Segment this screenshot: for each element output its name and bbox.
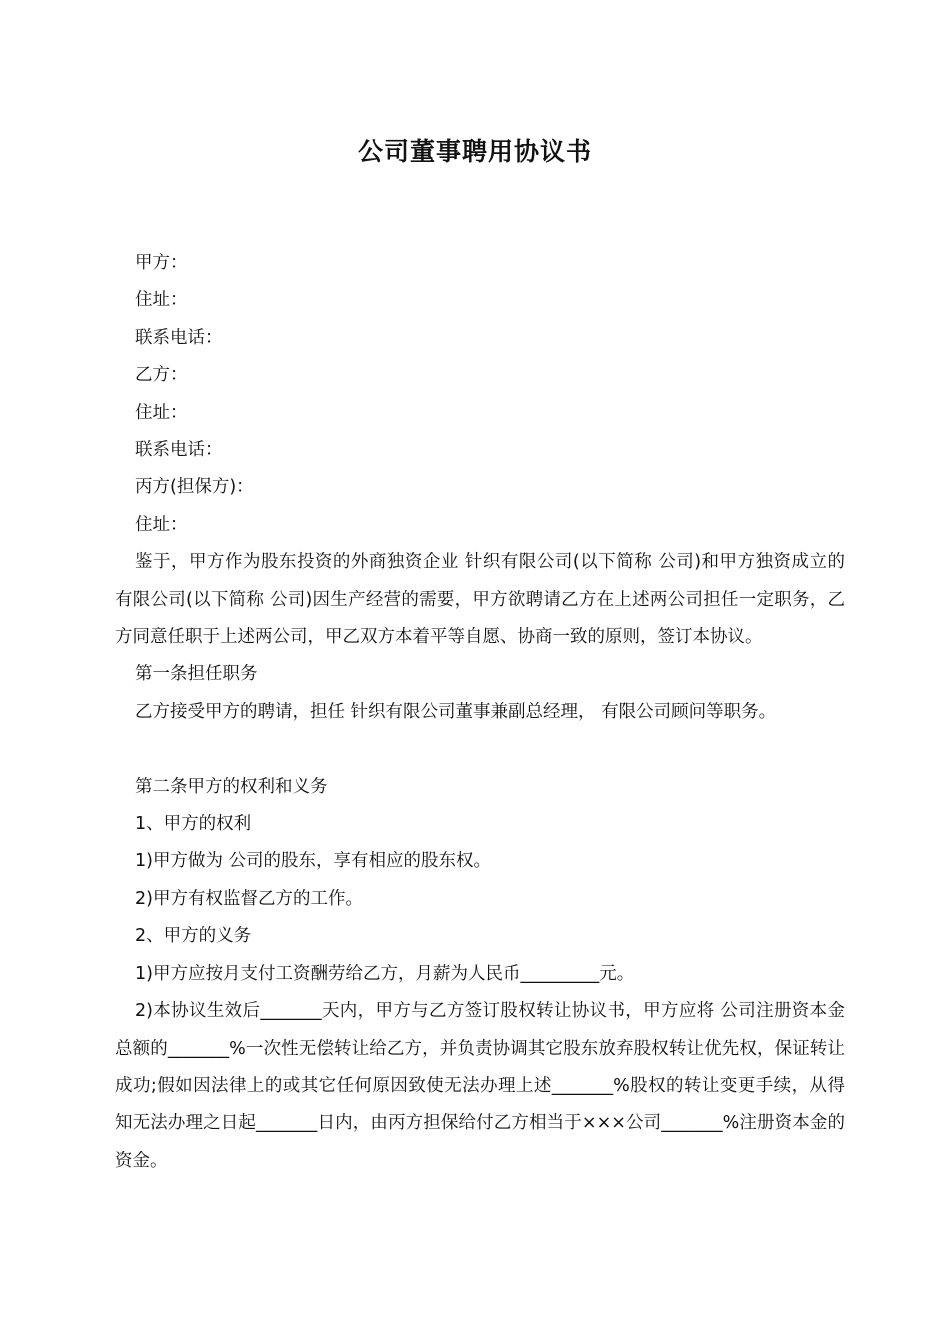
party-a-label: 甲方： [135, 253, 188, 273]
party-b-label: 乙方： [135, 365, 188, 386]
article-1-text: 乙方接受甲方的聘请，担任 针织有限公司董事兼副总经理， 有限公司顾问等职务。 [135, 701, 777, 722]
party-a-address: 住址： [135, 290, 188, 311]
party-b-address: 住址： [135, 402, 188, 423]
party-a-phone: 联系电话： [135, 327, 223, 348]
duties-heading: 2、甲方的义务 [135, 926, 252, 947]
blank-line [115, 731, 845, 768]
party-c-label: 丙方(担保方)： [135, 477, 254, 498]
document-title: 公司董事聘用协议书 [357, 137, 592, 166]
article-1-title: 第一条担任职务 [135, 664, 258, 685]
preamble-paragraph: 鉴于，甲方作为股东投资的外商独资企业 针织有限公司(以下简称 公司)和甲方独资成立的 有限公司(以下简称 公司)因生产经营的需要，甲方欲聘请乙方在上述两公司担任一定职务，乙方同意任职于上述两公司，甲乙双方本着平等自愿、协商一致的原则，签订本协议。 [115, 552, 845, 648]
document-body [115, 245, 845, 1180]
duty-item-1: 1)甲方应按月支付工资酬劳给乙方，月薪为人民币_________元。 [135, 963, 635, 984]
right-item-2: 2)甲方有权监督乙方的工作。 [135, 888, 363, 909]
rights-heading: 1、甲方的权利 [135, 814, 252, 835]
right-item-1: 1)甲方做为 公司的股东，享有相应的股东权。 [135, 851, 492, 872]
article-2-title: 第二条甲方的权利和义务 [135, 776, 328, 797]
duty-item-2: 2)本协议生效后_______天内，甲方与乙方签订股权转让协议书，甲方应将 公司注册资本金总额的_______%一次性无偿转让给乙方，并负责协调其它股东放弃股权转让优先权，保证转让成功;假如因法律上的或其它任何原因致使无法办理上述_______%股权的转让变更手续，从得知无法办理之日起_______日内，由丙方担保给付乙方相当于×××公司_______%注册资本金的资金。 [115, 1001, 845, 1171]
party-b-phone: 联系电话： [135, 440, 223, 461]
party-c-address: 住址： [135, 514, 188, 535]
